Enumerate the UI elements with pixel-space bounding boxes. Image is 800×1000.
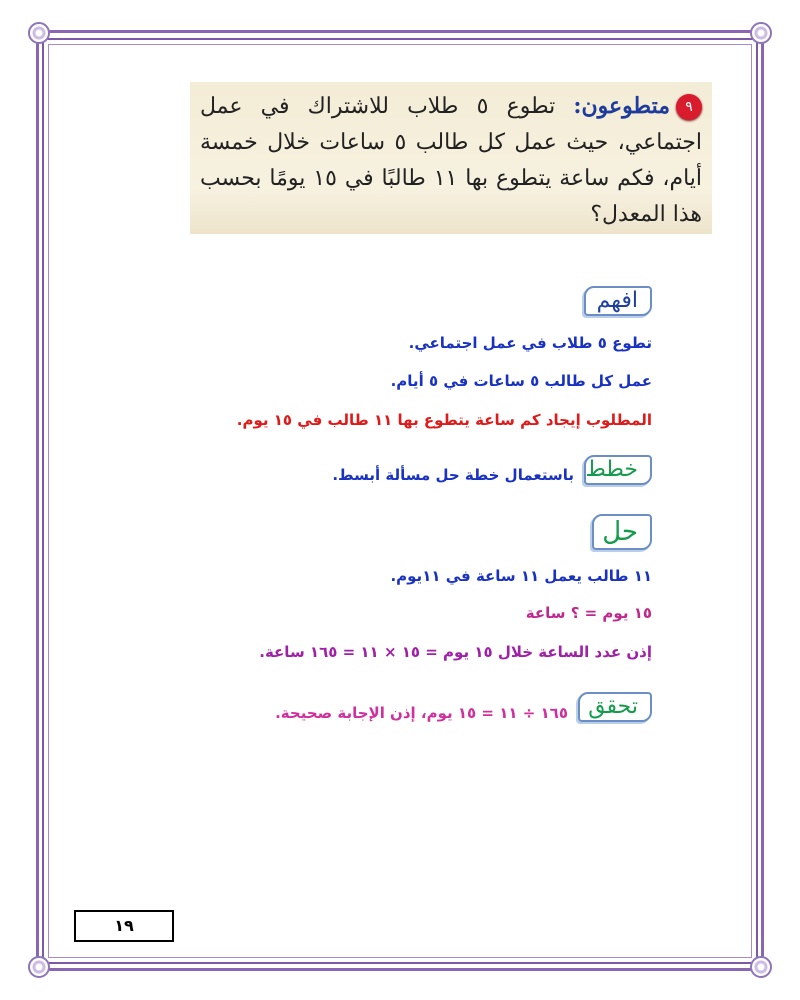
understand-line-1: تطوع ٥ طلاب في عمل اجتماعي.	[408, 334, 652, 352]
solve-line-2: ١٥ يوم = ؟ ساعة	[525, 604, 652, 622]
corner-ornament-bottom-right	[750, 956, 772, 978]
problem-text: تطوع ٥ طلاب للاشتراك في عمل اجتماعي، حيث عمل كل طالب ٥ ساعات خلال خمسة أيام، فكم ساعة يتطوع بها ١١ طالبًا في ١٥ يومًا بحسب هذا المعدل؟	[200, 94, 703, 227]
solve-line-3: إذن عدد الساعة خلال ١٥ يوم = ١٥ × ١١ = ١٦٥ ساعة.	[259, 643, 652, 661]
understand-line-3: المطلوب إيجاد كم ساعة يتطوع بها ١١ طالب في ١٥ يوم.	[236, 411, 652, 429]
understand-line-2: عمل كل طالب ٥ ساعات في ٥ أيام.	[390, 372, 652, 390]
problem-title: متطوعون:	[573, 93, 670, 119]
frame-right-bar	[761, 38, 764, 964]
solve-label: حل	[592, 514, 652, 550]
understand-label: افهم	[584, 286, 652, 316]
corner-ornament-top-left	[28, 22, 50, 44]
plan-label: خطط	[584, 455, 652, 485]
plan-text: باستعمال خطة حل مسألة أبسط.	[332, 466, 574, 484]
corner-ornament-top-right	[750, 22, 772, 44]
solve-line-1: ١١ طالب يعمل ١١ ساعة في ١١يوم.	[390, 567, 652, 585]
frame-bottom-bar	[42, 968, 758, 971]
check-label: تحقق	[578, 692, 652, 722]
question-number-badge: ٩	[676, 94, 702, 120]
corner-ornament-bottom-left	[28, 956, 50, 978]
frame-left-bar	[36, 38, 39, 964]
check-text: ١٦٥ ÷ ١١ = ١٥ يوم، إذن الإجابة صحيحة.	[275, 704, 568, 722]
problem-box	[190, 82, 712, 234]
problem-paragraph	[200, 88, 702, 233]
page-number: ١٩	[74, 910, 174, 942]
frame-top-bar	[42, 30, 758, 33]
